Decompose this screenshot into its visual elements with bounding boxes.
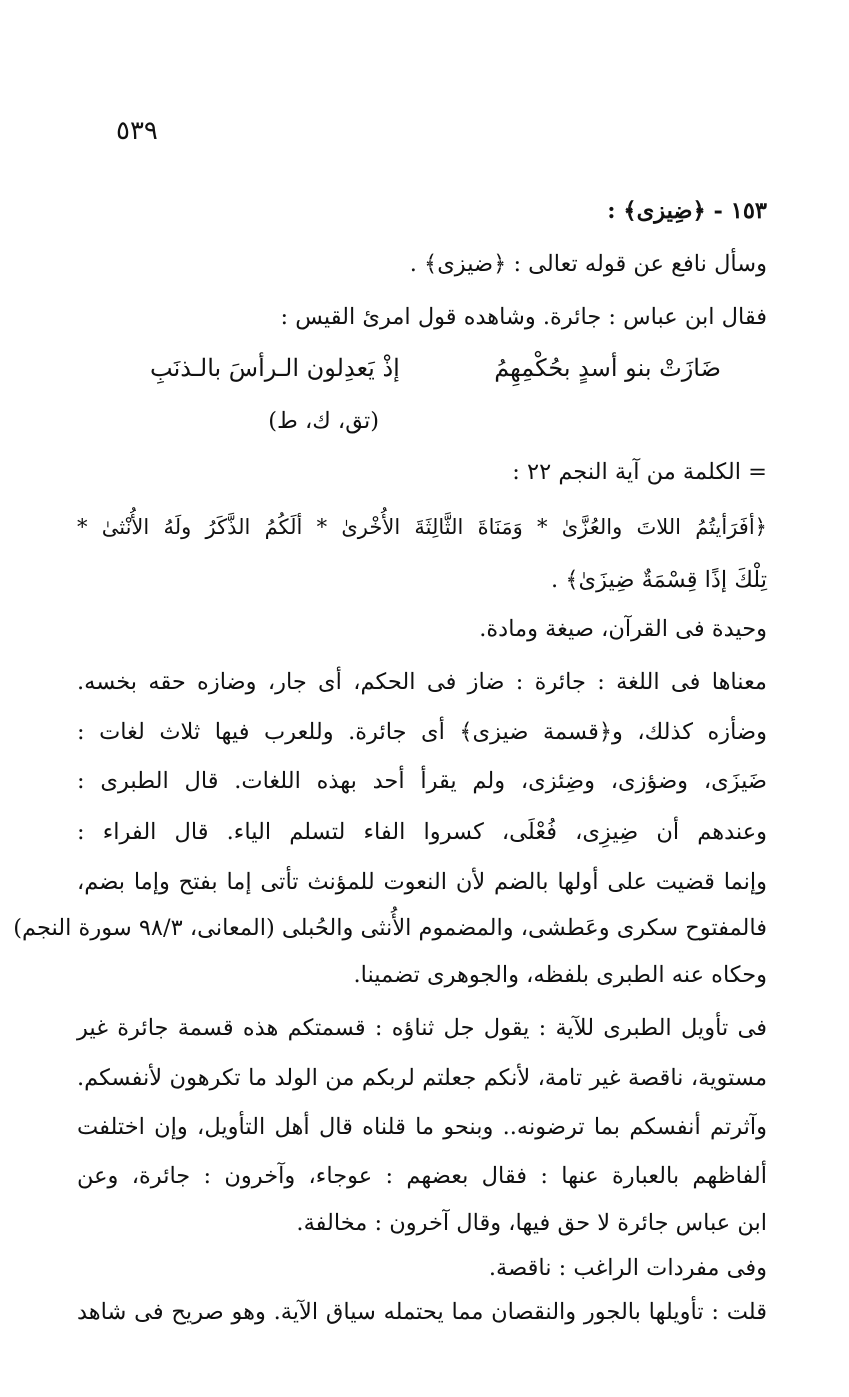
ayah-text-line-1: ﴿أفَرَأيتُمُ اللاتَ والعُزَّىٰ * وَمَنَاةَ الثَّالِثَةَ الأُخْرىٰ * ألَكُمُ الذَّكَرُ ولَهُ الأُنْثىٰ * <box>77 515 767 539</box>
lexical-line-4: وعندهم أن ضِيزِى، فُعْلَى، كسروا الفاء لتسلم الياء. قال الفراء : <box>77 819 767 845</box>
lexical-line-6: فالمفتوح سكرى وعَطشى، والمضموم الأُنثى والحُبلى (المعانى، ٩٨/٣ سورة النجم) <box>13 915 767 941</box>
uniqueness-note: وحيدة فى القرآن، صيغة ومادة. <box>479 616 767 642</box>
tafsir-line-3: وآثرتم أنفسكم بما ترضونه.. وبنحو ما قلناه قال أهل التأويل، وإن اختلفت <box>77 1114 767 1140</box>
source-codes: (تق، ك، ط) <box>268 408 379 434</box>
tafsir-line-5: ابن عباس جائرة لا حق فيها، وقال آخرون : مخالفة. <box>296 1210 767 1236</box>
question-line: وسأل نافع عن قوله تعالى : ﴿ضيزى﴾ . <box>409 251 767 277</box>
poem-verse-first-hemistich: ضَازَتْ بنو أسدٍ بحُكْمِهِمُ <box>494 354 721 382</box>
entry-heading: ١٥٣ - ﴿ضِيزى﴾ : <box>607 198 767 224</box>
raghib-note: وفى مفردات الراغب : ناقصة. <box>488 1255 767 1281</box>
lexical-line-1: معناها فى اللغة : جائرة : ضاز فى الحكم، أى جار، وضازه حقه بخسه. <box>77 669 767 695</box>
ayah-reference: = الكلمة من آية النجم ٢٢ : <box>512 459 767 485</box>
lexical-line-7: وحكاه عنه الطبرى بلفظه، والجوهرى تضمينا. <box>353 962 767 988</box>
ayah-text-line-2: تِلْكَ إذًا قِسْمَةٌ ضِيزَىٰ﴾ . <box>551 567 767 593</box>
lexical-line-2: وضأزه كذلك، و﴿قسمة ضيزى﴾ أى جائرة. وللعرب فيها ثلاث لغات : <box>77 719 767 745</box>
poem-verse-second-hemistich: إذْ يَعدِلون الـرأسَ بالـذنَبِ <box>150 354 400 382</box>
lexical-line-3: ضَيزَى، وضؤزى، وضِئزى، ولم يقرأ أحد بهذه اللغات. قال الطبرى : <box>77 768 767 794</box>
tafsir-line-1: فى تأويل الطبرى للآية : يقول جل ثناؤه : قسمتكم هذه قسمة جائرة غير <box>77 1015 767 1041</box>
tafsir-line-2: مستوية، ناقصة غير تامة، لأنكم جعلتم لربكم من الولد ما تكرهون لأنفسكم. <box>77 1065 767 1091</box>
tafsir-line-4: ألفاظهم بالعبارة عنها : فقال بعضهم : عوجاء، وآخرون : جائرة، وعن <box>77 1163 767 1189</box>
page-number: ٥٣٩ <box>116 116 158 146</box>
conclusion-line: قلت : تأويلها بالجور والنقصان مما يحتمله سياق الآية. وهو صريح فى شاهد <box>77 1299 767 1325</box>
answer-line: فقال ابن عباس : جائرة. وشاهده قول امرئ القيس : <box>280 304 767 330</box>
lexical-line-5: وإنما قضيت على أولها بالضم لأن النعوت للمؤنث تأتى إما بفتح وإما بضم، <box>77 869 767 895</box>
